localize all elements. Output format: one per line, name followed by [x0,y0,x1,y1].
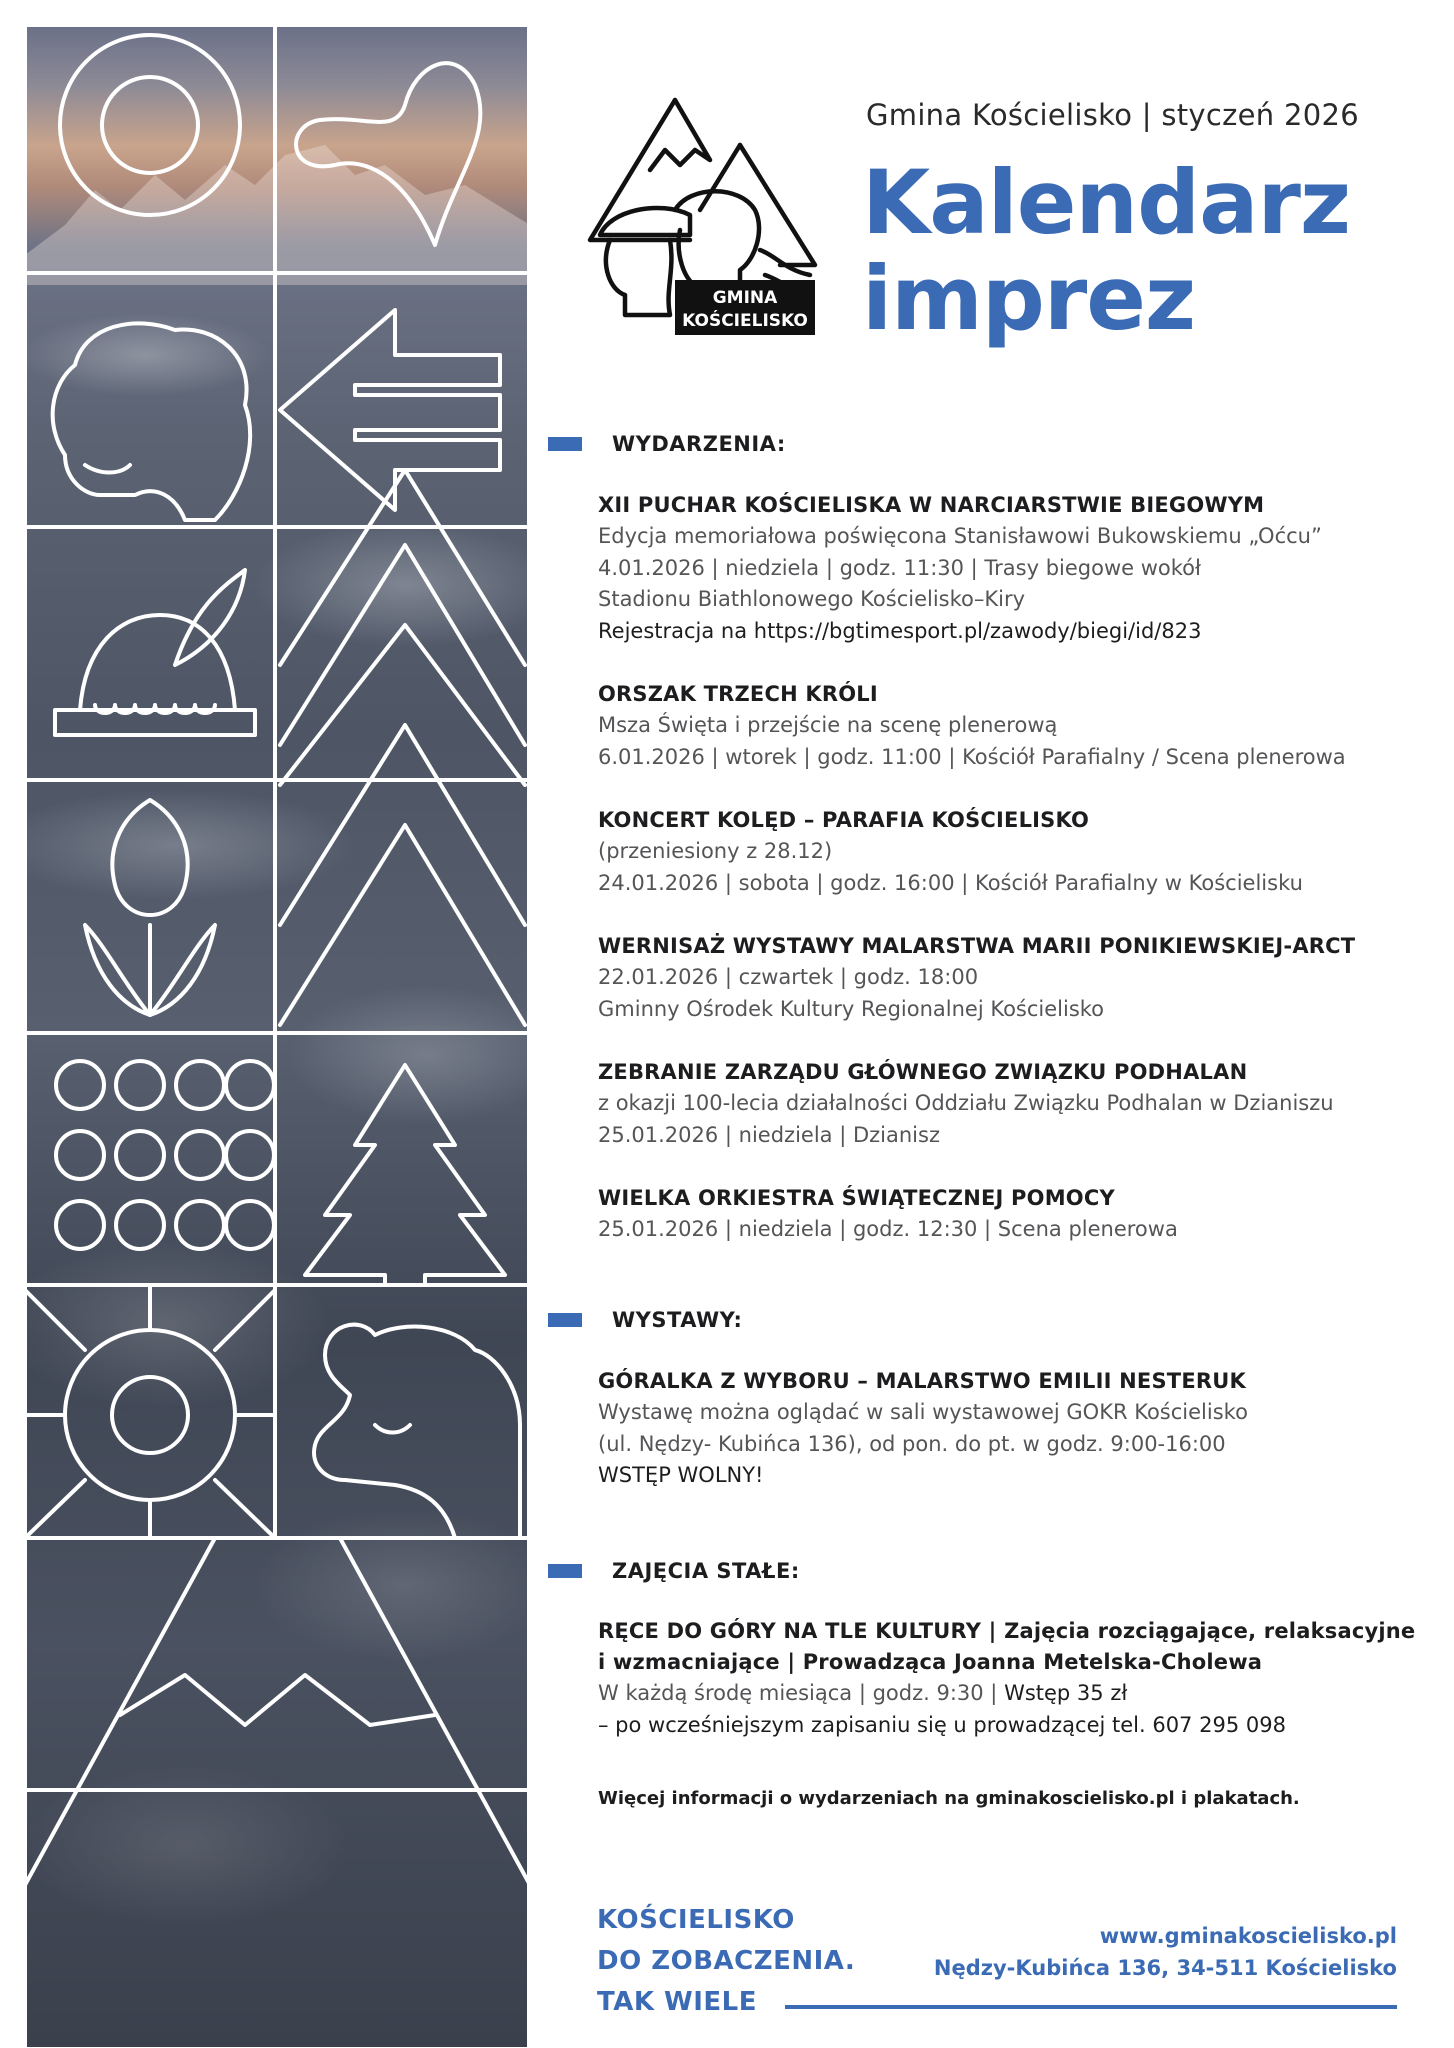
section-marker [548,437,582,451]
title-line-1: Kalendarz [862,151,1351,254]
events-section-heading [548,432,786,456]
class-title-line-1: RĘCE DO GÓRY NA TLE KULTURY | Zajęcia rozciągające, relaksacyjne [598,1619,1416,1643]
sun-icon [25,1285,275,1538]
exhibitions-heading-label: WYSTAWY: [612,1308,743,1332]
events-heading-label: WYDARZENIA: [612,432,786,456]
website-link[interactable]: www.gminakoscielisko.pl [1099,1924,1397,1948]
event-item [598,931,1398,1025]
mountain-peak-icon [25,1538,530,2047]
decorative-photo-strip [25,25,530,2047]
highlander-hat-icon [55,570,255,735]
logo-man-face [606,240,671,315]
folk-icons-grid [25,25,530,2047]
issuer-date-line: Gmina Kościelisko | styczeń 2026 [866,98,1359,132]
event-detail: Stadionu Biathlonowego Kościelisko–Kiry [598,587,1026,611]
event-detail: 22.01.2026 | czwartek | godz. 18:00 [598,965,979,989]
event-detail: Msza Święta i przejście na scenę plenerową [598,713,1058,737]
class-schedule-text: W każdą środę miesiąca | godz. 9:30 | [598,1681,998,1705]
event-title: ZEBRANIE ZARZĄDU GŁÓWNEGO ZWIĄZKU PODHALAN [598,1060,1248,1084]
slogan-line-1: KOŚCIELISKO [597,1905,795,1935]
footer-contact [934,1920,1397,1984]
logo-mountain-snowcap [650,100,710,170]
address-text: Nędzy-Kubińca 136, 34-511 Kościelisko [933,1956,1397,1980]
logo-hat [600,208,690,235]
logo-text-line1: GMINA [712,288,778,308]
event-title: XII PUCHAR KOŚCIELISKA W NARCIARSTWIE BIEGOWYM [598,493,1265,517]
coins-pattern-icon [56,1061,274,1249]
chevron-up-icon [280,470,525,785]
event-item [598,805,1398,899]
event-title: ORSZAK TRZECH KRÓLI [598,682,878,706]
slogan-line-3: TAK WIELE [597,1987,757,2017]
mountain-ridge [25,145,530,285]
title-line-2: imprez [862,247,1196,350]
footer-divider [785,2005,1397,2009]
exhibition-item [598,1366,1398,1492]
event-detail: 24.01.2026 | sobota | godz. 16:00 | Kościół Parafialny w Kościelisku [598,870,1303,895]
exhibition-detail: Wystawę można oglądać w sali wystawowej GOKR Kościelisko [598,1400,1248,1424]
classes-section-heading [548,1559,800,1583]
logo-text-line2: KOŚCIELISKO [682,311,808,331]
event-item [598,1057,1398,1151]
highlander-head-icon [53,323,251,520]
event-title: WIELKA ORKIESTRA ŚWIĄTECZNEJ POMOCY [598,1186,1115,1210]
more-info-note: Więcej informacji o wydarzeniach na gminakoscielisko.pl i plakatach. [598,1788,1300,1809]
exhibitions-section-heading [548,1308,742,1332]
event-detail: Edycja memoriałowa poświęcona Stanisławowi Bukowskiemu „Oćcu” [598,524,1322,548]
class-price: Wstęp 35 zł [1004,1681,1128,1705]
event-detail: z okazji 100-lecia działalności Oddziału Związku Podhalan w Dzianiszu [598,1091,1334,1115]
exhibition-title: GÓRALKA Z WYBORU – MALARSTWO EMILII NESTERUK [598,1369,1246,1393]
gmina-koscielisko-logo [580,90,820,340]
event-title: WERNISAŻ WYSTAWY MALARSTWA MARII PONIKIEWSKIEJ-ARCT [598,934,1356,958]
event-detail: 25.01.2026 | niedziela | godz. 12:30 | Scena plenerowa [598,1217,1178,1241]
section-marker [548,1564,582,1578]
event-title: KONCERT KOLĘD – PARAFIA KOŚCIELISKO [598,808,1090,832]
arrow-left-icon [280,310,500,510]
event-detail: 25.01.2026 | niedziela | Dzianisz [598,1122,940,1147]
class-schedule [598,1678,1398,1710]
exhibition-detail: (ul. Nędzy- Kubińca 136), od pon. do pt. w godz. 9:00-16:00 [598,1431,1226,1456]
class-signup-note: – po wcześniejszym zapisaniu się u prowadzącej tel. 607 295 098 [598,1712,1286,1737]
slogan-line-2: DO ZOBACZENIA. [597,1946,856,1976]
class-item [598,1616,1416,1741]
logo-mountain-left [590,100,690,240]
event-detail: (przeniesiony z 28.12) [598,839,833,863]
page-title [862,151,1351,350]
registration-link[interactable]: Rejestracja na https://bgtimesport.pl/zawody/biegi/id/823 [598,618,1202,643]
bear-head-icon [314,1325,520,1538]
classes-heading-label: ZAJĘCIA STAŁE: [612,1559,800,1583]
tulip-icon [85,800,215,1015]
event-detail: 4.01.2026 | niedziela | godz. 11:30 | Trasy biegowe wokół [598,555,1202,580]
event-item [598,490,1398,647]
event-detail: 6.01.2026 | wtorek | godz. 11:00 | Kościół Parafialny / Scena plenerowa [598,744,1346,769]
event-item [598,679,1398,773]
chevron-up-icon-2 [280,725,525,1025]
event-item [598,1183,1398,1246]
event-detail: Gminny Ośrodek Kultury Regionalnej Kościelisko [598,996,1105,1021]
class-title-line-2: i wzmacniające | Prowadząca Joanna Metelska-Cholewa [598,1650,1263,1674]
section-marker [548,1313,582,1327]
pine-tree-icon [305,1065,505,1285]
free-entry-note: WSTĘP WOLNY! [598,1463,764,1487]
